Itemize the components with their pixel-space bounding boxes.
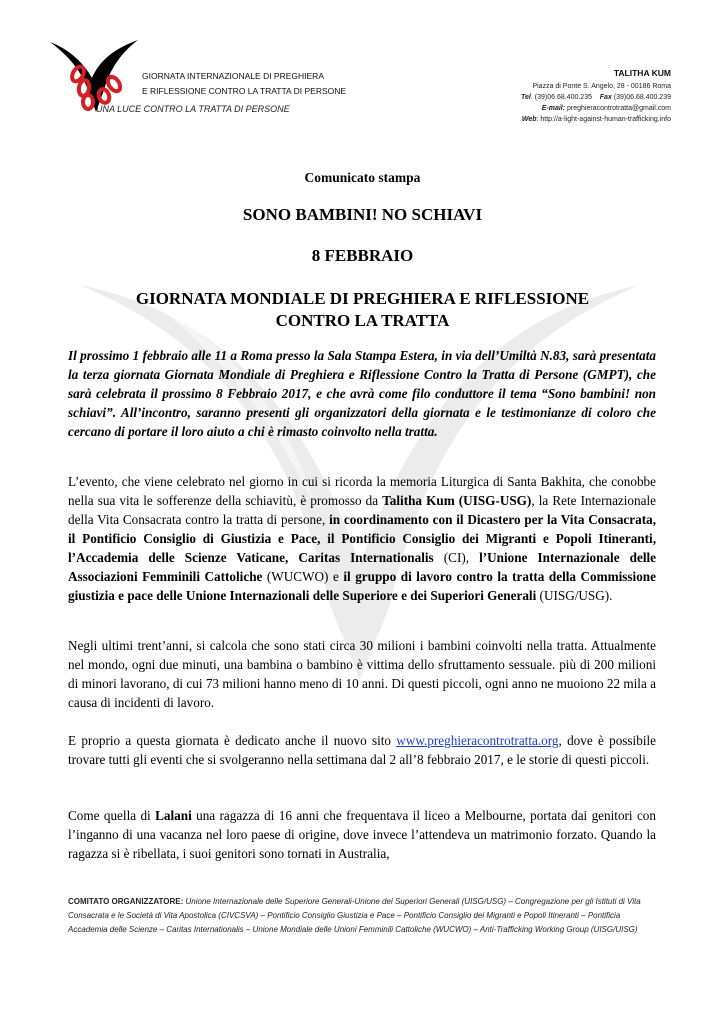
- organization-name: [142, 69, 346, 99]
- p1-text-i: (UISG/USG).: [536, 588, 613, 603]
- tel-label: Tel: [521, 94, 531, 101]
- p3-text-a: E proprio a questa giornata è dedicato anche il nuovo sito: [68, 733, 397, 748]
- p1-text-a: L’evento, che viene celebrato nel giorno in cui si ricorda la memoria Liturgica di Santa Bakhita, che conobbe nella sua vita le sofferenze della schiavitù, è promosso da: [68, 474, 656, 508]
- fax-label: Fax: [599, 94, 612, 101]
- organizing-committee-footer: [68, 895, 658, 937]
- p1-coordination: in coordinamento con il Dicastero per la Vita Consacrata, il Pontificio Consiglio di Giustizia e Pace, il Pontificio Consiglio dei Migranti e Popoli Itineranti, l’Accademia delle Scienze Vaticane, Caritas Internationalis: [68, 512, 656, 565]
- contact-web-line: [431, 114, 671, 125]
- contact-phone-line: [431, 92, 671, 103]
- email-value[interactable]: preghieracontrotratta@gmail.com: [565, 105, 671, 112]
- headline-subtitle: [0, 288, 725, 332]
- footer-label: COMITATO ORGANIZZATORE:: [68, 897, 184, 906]
- p1-text-c: , la Rete Internazionale della Vita Consacrata contro la tratta di persone,: [68, 493, 656, 527]
- paragraph-story: [68, 806, 656, 863]
- headline-subtitle-line2: CONTRO LA TRATTA: [275, 311, 450, 330]
- web-label: Web: [521, 116, 537, 123]
- headline-date: 8 FEBBRAIO: [311, 246, 414, 265]
- org-name-line2: E RIFLESSIONE CONTRO LA TRATTA DI PERSONE: [142, 86, 347, 96]
- p4-text-a: Come quella di: [68, 808, 156, 823]
- p4-text-c: una ragazza di 16 anni che frequentava il liceo a Melbourne, portata dai genitori con l’inganno di una vacanza nel loro paese di origine, dove invece l’attendeva un matrimonio forzato. Quando la ragazza si è ribellata, i suoi genitori sono tornati in Australia,: [68, 808, 656, 861]
- email-label: E-mail:: [541, 105, 566, 112]
- headline-title: SONO BAMBINI! NO SCHIAVI: [242, 205, 483, 224]
- footer-text: Unione Internazionale delle Superiore Generali-Unione dei Superiori Generali (UISG/USG) – Congregazione per gli Istituti di Vita Consacrata e le Società di Vita Apostolica (CIVCSVA) – Pontificio Consiglio Giustizia e Pace – Pontificio Consiglio dei Migranti e Popoli Itineranti – Pontificia Accademia delle Scienze – Caritas Internationalis – Unione Mondiale delle Unioni Femminili Cattoliche (WUCWO) – Anti-Trafficking Working Group (UISG/UISG): [68, 897, 641, 934]
- paragraph-website: [68, 731, 656, 769]
- press-release-label: Comunicato stampa: [304, 170, 421, 185]
- p1-talitha-kum: Talitha Kum (UISG-USG): [382, 493, 532, 508]
- p1-working-group: il gruppo di lavoro contro la tratta della Commissione giustizia e pace delle Unione Internazionali delle Superiore e dei Superiori Generali: [68, 569, 656, 603]
- paragraph-event: [68, 472, 656, 605]
- p1-text-g: (WUCWO) e: [262, 569, 344, 584]
- fax-value: (39)06.68.400.239: [611, 94, 671, 101]
- org-name-line1: GIORNATA INTERNAZIONALE DI PREGHIERA: [142, 71, 324, 81]
- contact-email-line: [431, 103, 671, 114]
- p1-text-e: (CI),: [433, 550, 480, 565]
- contact-block: [431, 68, 671, 125]
- contact-name: TALITHA KUM: [613, 68, 671, 78]
- paragraph-statistics: Negli ultimi trent’anni, si calcola che sono stati circa 30 milioni i bambini coinvolti nella tratta. Attualmente nel mondo, ogni due minuti, una bambina o bambino è vittima dello sfruttamento sessuale. più di 200 milioni di minori lavorano, di cui 73 milioni hanno meno di 10 anni. Di questi piccoli, ogni anno ne muoiono 22 mila a causa di incidenti di lavoro.: [68, 638, 656, 710]
- p1-wucwo: l’Unione Internazionale delle Associazioni Femminili Cattoliche: [68, 550, 656, 584]
- website-link[interactable]: www.preghieracontrotratta.org: [396, 733, 559, 748]
- headline-subtitle-line1: GIORNATA MONDIALE DI PREGHIERA E RIFLESSIONE: [135, 289, 590, 308]
- contact-address: Piazza di Ponte S. Angelo, 28 - 00186 Roma: [532, 83, 671, 90]
- p3-text-b: , dove è possibile trovare tutti gli eventi che si svolgeranno nella settimana dal 2 all’8 febbraio 2017, e le storie di questi piccoli.: [68, 733, 656, 767]
- intro-paragraph: Il prossimo 1 febbraio alle 11 a Roma presso la Sala Stampa Estera, in via dell’Umiltà N.83, sarà presentata la terza giornata Giornata Mondiale di Preghiera e Riflessione Contro la Tratta di Persone (GMPT), che sarà celebrata il prossimo 8 Febbraio 2017, e che avrà come filo conduttore il tema “Sono bambini! non schiavi”. All’incontro, saranno presenti gli organizzatori della giornata e le testimonianze di coloro che cercano di portare il loro aiuto a chi è rimasto coinvolto nella tratta.: [68, 348, 656, 439]
- p4-lalani: Lalani: [155, 808, 192, 823]
- web-value[interactable]: : http://a-light-against-human-trafficking.info: [536, 116, 671, 123]
- tel-value: . (39)06.68.400.235: [530, 94, 592, 101]
- tagline: UNA LUCE CONTRO LA TRATTA DI PERSONE: [96, 104, 290, 114]
